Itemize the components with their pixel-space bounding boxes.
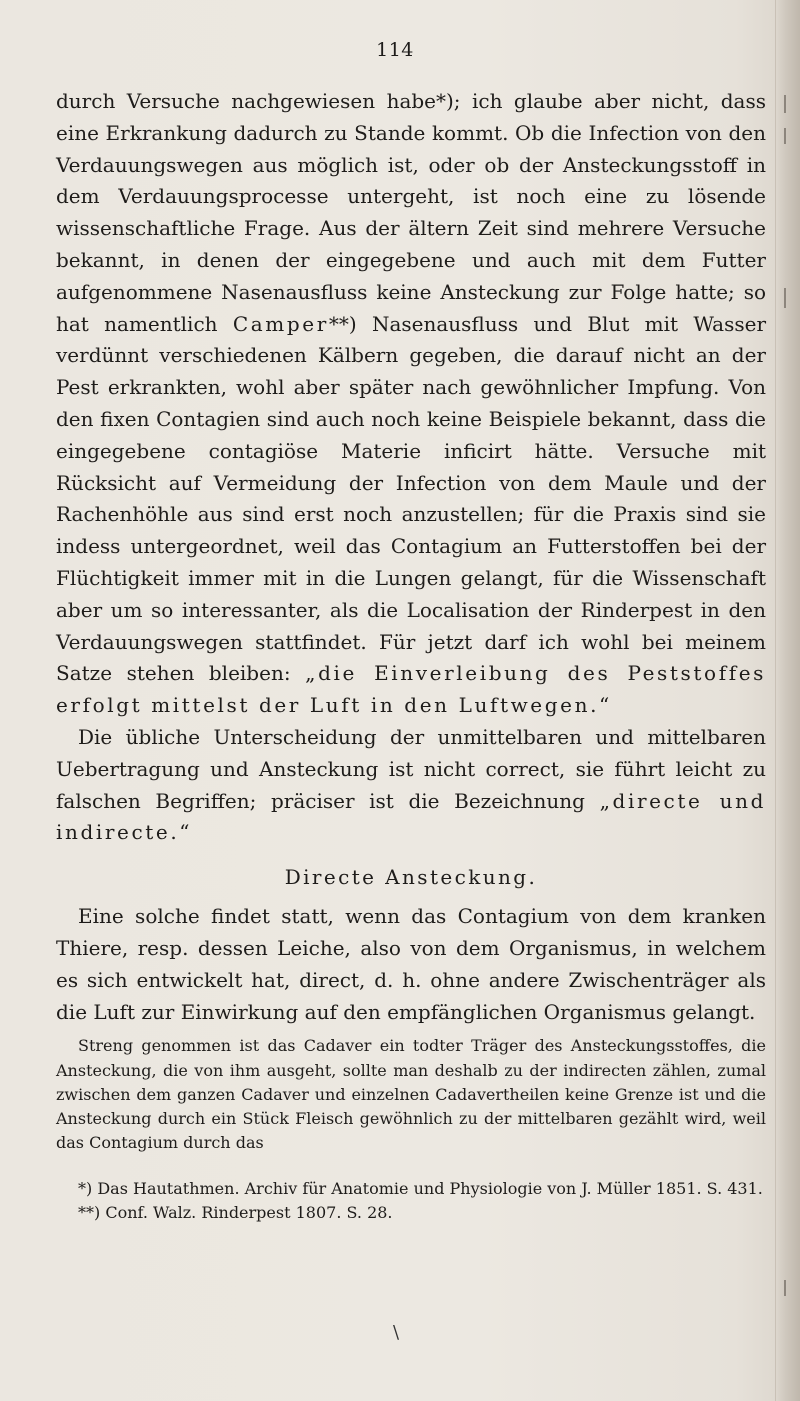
- footnotes: [56, 1177, 766, 1225]
- author-name-camper: Camper: [232, 311, 329, 336]
- thesis-statement: „die Einverleibung des Peststoffes erfolgt mittelst der Luft in den Luftwegen.“: [56, 661, 767, 718]
- paragraph-continuation: [56, 86, 766, 722]
- footnote: *) Das Hautathmen. Archiv für Anatomie und Physiologie von J. Müller 1851. S. 431.: [78, 1179, 763, 1199]
- book-spine-edge: [775, 0, 800, 1401]
- footnote: **) Conf. Walz. Rinderpest 1807. S. 28.: [78, 1203, 393, 1223]
- page-number: 114: [376, 39, 414, 61]
- paragraph: [56, 722, 766, 849]
- term-directe-indirecte: „directe und indirecte.“: [56, 788, 767, 845]
- edge-mark: [784, 1280, 786, 1296]
- stray-mark: \: [393, 1322, 400, 1343]
- section-heading: Directe Ansteckung.: [284, 865, 538, 890]
- paragraph: Eine solche findet statt, wenn das Contagium von dem kranken Thiere, resp. dessen Leiche, also von dem Organismus, in welchem es sich entwickelt hat, direct, d. h. ohne andere Zwischenträger als die Luft zur Einwirkung auf den empfänglichen Organismus gelangt.: [56, 904, 766, 1024]
- edge-mark: [784, 128, 786, 144]
- paragraph-text: durch Versuche nachgewiesen habe*); ich glaube aber nicht, dass eine Erkrankung dadurch zu Stande kommt. Ob die Infection von den Verdauungswegen aus möglich ist, oder ob der Ansteckungsstoff in dem Verdauungsprocesse untergeht, ist noch eine zu lösende wissenschaftliche Frage. Aus der ältern Zeit sind mehrere Versuche bekannt, in denen der eingegebene und auch mit dem Futter aufgenommene Nasenausfluss keine Ansteckung zur Folge hatte; so hat namentlich: [56, 89, 766, 336]
- edge-mark: [784, 95, 786, 113]
- paragraph-text: Die übliche Unterscheidung der unmittelbaren und mittelbaren Uebertragung und Ansteckung ist nicht correct, sie führt leicht zu falschen Begriffen; präciser ist die Bezeichnung: [56, 724, 766, 813]
- edge-mark: [784, 288, 786, 308]
- paragraph-text: **) Nasenausfluss und Blut mit Wasser verdünnt verschiedenen Kälbern gegeben, die darauf nicht an der Pest erkrankten, wohl aber später nach gewöhnlicher Impfung. Von den fixen Contagien sind auch noch keine Beispiele bekannt, dass die eingegebene contagiöse Materie inficirt hätte. Versuche mit Rücksicht auf Vermeidung der Infection von dem Maule und der Rachenhöhle aus sind erst noch anzustellen; für die Praxis sind sie indess untergeordnet, weil das Contagium an Futterstoffen bei der Flüchtigkeit immer mit in die Lungen gelangt, für die Wissenschaft aber um so interessanter, als die Localisation der Rinderpest in den Verdauungswegen stattfindet. Für jetzt darf ich wohl bei meinem Satze stehen bleiben:: [56, 311, 767, 686]
- text-block: [56, 86, 766, 1225]
- small-print-note: Streng genommen ist das Cadaver ein todter Träger des Ansteckungsstoffes, die Ansteckung, die von ihm ausgeht, sollte man deshalb zu der indirecten zählen, zumal zwischen dem ganzen Cadaver und einzelnen Cadavertheilen keine Grenze ist und die Ansteckung durch ein Stück Fleisch gewöhnlich zu der mittelbaren gezählt wird, weil das Contagium durch das: [56, 1036, 766, 1153]
- main-text: [56, 86, 766, 1028]
